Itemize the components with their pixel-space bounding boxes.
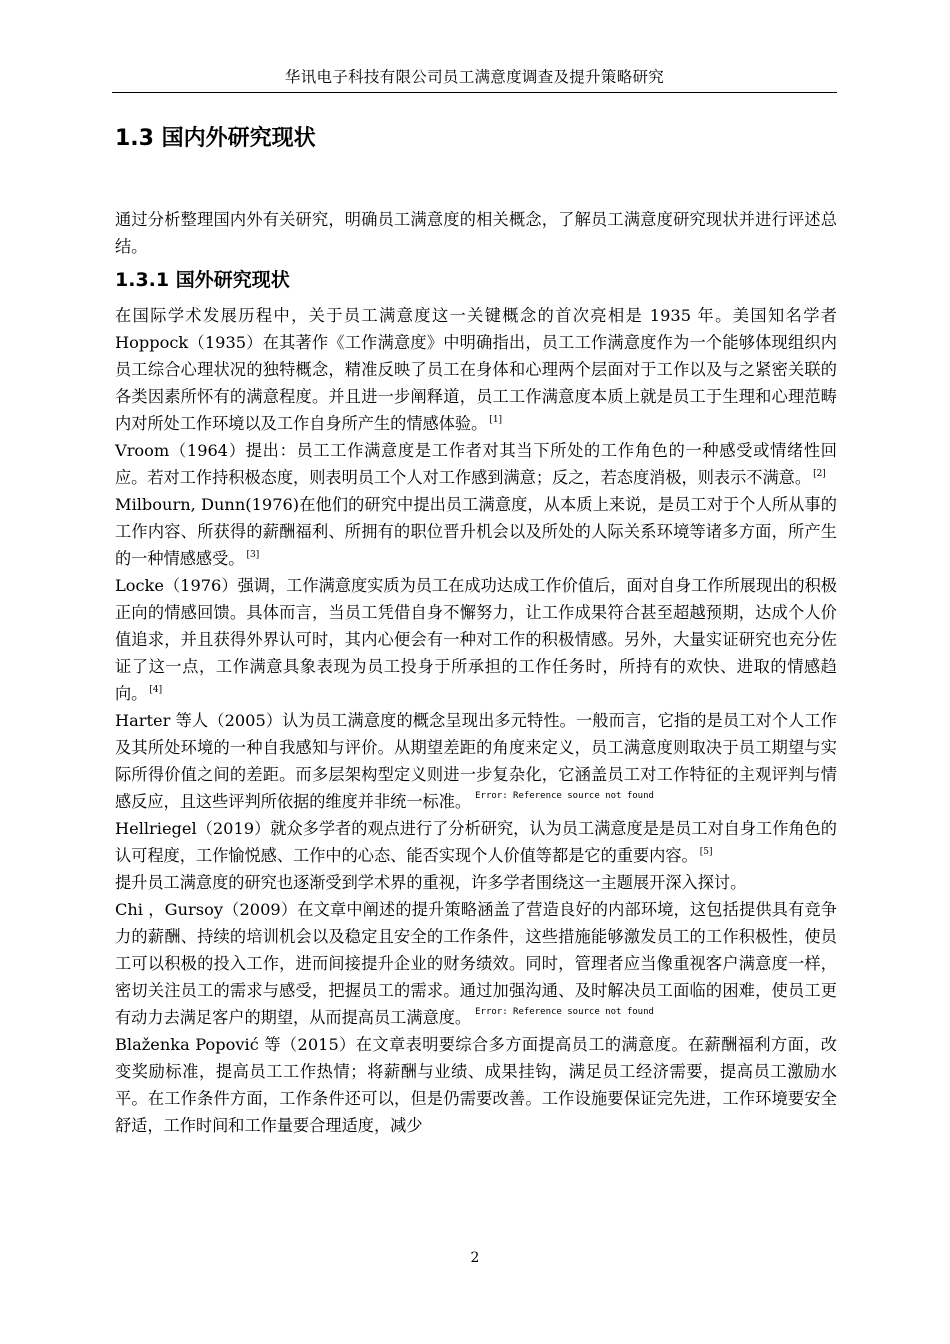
paragraph-hoppock (115, 302, 837, 437)
reference-error: Error: Reference source not found (475, 791, 654, 801)
page-number: 2 (470, 1250, 480, 1266)
running-header: 华讯电子科技有限公司员工满意度调查及提升策略研究 (284, 68, 665, 86)
citation: [5] (699, 847, 713, 857)
citation: [3] (246, 550, 260, 560)
citation: [4] (149, 685, 163, 695)
section-heading: 1.3 国内外研究现状 (115, 126, 316, 151)
header-rule (112, 92, 837, 93)
paragraph-chi-gursoy (115, 896, 837, 1031)
paragraph-hellriegel (115, 815, 837, 869)
paragraph-popovic (115, 1031, 837, 1139)
paragraph-text: Harter 等人（2005）认为员工满意度的概念呈现出多元特性。一般而言，它指的是员工对个人工作及其所处环境的一种自我感知与评价。从期望差距的角度来定义，员工满意度则取决于员工期望与实际所得价值之间的差距。而多层架构型定义则进一步复杂化，它涵盖员工对工作特征的主观评判与情感反应，且这些评判所依据的维度并非统一标准。 (115, 711, 837, 811)
citation: [2] (813, 469, 826, 479)
paragraph-text: Milbourn, Dunn(1976)在他们的研究中提出员工满意度，从本质上来说，是员工对于个人所从事的工作内容、所获得的薪酬福利、所拥有的职位晋升机会以及所处的人际关系环境等诸多方面，所产生的一种情感感受。 (115, 495, 837, 568)
paragraph-text: 提升员工满意度的研究也逐渐受到学术界的重视，许多学者围绕这一主题展开深入探讨。 (115, 873, 747, 892)
paragraph-harter (115, 707, 837, 815)
paragraph-transition (115, 869, 837, 896)
paragraph-milbourn (115, 491, 837, 572)
subsection-heading: 1.3.1 国外研究现状 (115, 269, 290, 291)
intro-block (115, 206, 837, 260)
paragraph-locke (115, 572, 837, 707)
paragraph-text: Hellriegel（2019）就众多学者的观点进行了分析研究，认为员工满意度是是员工对自身工作角色的认可程度，工作愉悦感、工作中的心态、能否实现个人价值等都是它的重要内容。 (115, 819, 837, 865)
paragraph-text: Chi ，Gursoy（2009）在文章中阐述的提升策略涵盖了营造良好的内部环境，这包括提供具有竞争力的薪酬、持续的培训机会以及稳定且安全的工作条件，这些措施能够激发员工的工作积极性，使员工可以积极的投入工作，进而间接提升企业的财务绩效。同时，管理者应当像重视客户满意度一样，密切关注员工的需求与感受，把握员工的需求。通过加强沟通、及时解决员工面临的困难，使员工更有动力去满足客户的期望，从而提高员工满意度。 (115, 900, 837, 1027)
intro-paragraph: 通过分析整理国内外有关研究，明确员工满意度的相关概念，了解员工满意度研究现状并进行评述总结。 (115, 210, 837, 256)
paragraph-text: Locke（1976）强调，工作满意度实质为员工在成功达成工作价值后，面对自身工作所展现出的积极正向的情感回馈。具体而言，当员工凭借自身不懈努力，让工作成果符合甚至超越预期，达成个人价值追求，并且获得外界认可时，其内心便会有一种对工作的积极情感。另外，大量实证研究也充分佐证了这一点，工作满意具象表现为员工投身于所承担的工作任务时，所持有的欢快、进取的情感趋向。 (115, 576, 837, 703)
citation: [1] (489, 415, 503, 425)
paragraph-text: Blaženka Popović 等（2015）在文章表明要综合多方面提高员工的满意度。在薪酬福利方面，改变奖励标准，提高员工工作热情；将薪酬与业绩、成果挂钩，满足员工经济需要，提高员工激励水平。在工作条件方面，工作条件还可以，但是仍需要改善。工作设施要保证完先进，工作环境要安全舒适，工作时间和工作量要合理适度，减少 (115, 1035, 837, 1135)
paragraph-text: 在国际学术发展历程中，关于员工满意度这一关键概念的首次亮相是 1935 年。美国知名学者 Hoppock（1935）在其著作《工作满意度》中明确指出，员工工作满意度作为一个能够体现组织内员工综合心理状况的独特概念，精准反映了员工在身体和心理两个层面对于工作以及与之紧密关联的各类因素所怀有的满意程度。并且进一步阐释道，员工工作满意度本质上就是员工于生理和心理范畴内对所处工作环境以及工作自身所产生的情感体验。 (115, 306, 837, 433)
body-text (115, 302, 837, 1139)
paragraph-text: Vroom（1964）提出：员工工作满意度是工作者对其当下所处的工作角色的一种感受或情绪性回应。若对工作持积极态度，则表明员工个人对工作感到满意；反之，若态度消极，则表示不满意。 (115, 441, 837, 487)
paragraph-vroom (115, 437, 837, 491)
reference-error: Error: Reference source not found (475, 1007, 654, 1017)
